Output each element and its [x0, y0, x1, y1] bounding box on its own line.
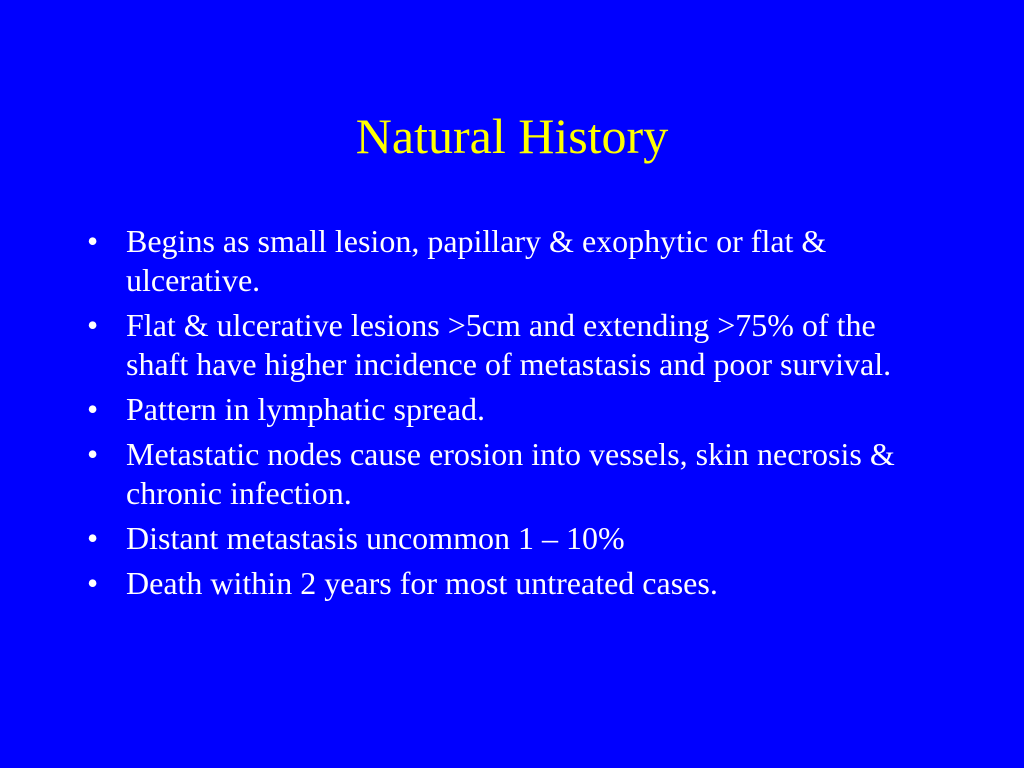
bullet-dot-icon: •	[87, 520, 99, 556]
slide-title: Natural History	[355, 108, 669, 164]
bullet-text: Begins as small lesion, papillary & exophytic or flat & ulcerative.	[126, 223, 827, 298]
bullet-text: Distant metastasis uncommon 1 – 10%	[126, 520, 625, 556]
bullet-dot-icon: •	[87, 436, 99, 472]
bullet-dot-icon: •	[87, 223, 99, 259]
bullet-dot-icon: •	[87, 565, 99, 601]
bullet-text: Metastatic nodes cause erosion into vessels, skin necrosis & chronic infection.	[126, 436, 895, 511]
bullet-item	[82, 519, 932, 558]
bullet-list	[82, 222, 932, 609]
bullet-text: Flat & ulcerative lesions >5cm and extending >75% of the shaft have higher incidence of metastasis and poor survival.	[126, 307, 892, 382]
bullet-item	[82, 390, 932, 429]
bullet-dot-icon: •	[87, 391, 99, 427]
bullet-item	[82, 564, 932, 603]
bullet-item	[82, 222, 932, 300]
bullet-item	[82, 306, 932, 384]
bullet-text: Pattern in lymphatic spread.	[126, 391, 486, 427]
bullet-text: Death within 2 years for most untreated cases.	[126, 565, 718, 601]
bullet-item	[82, 435, 932, 513]
bullet-dot-icon: •	[87, 307, 99, 343]
